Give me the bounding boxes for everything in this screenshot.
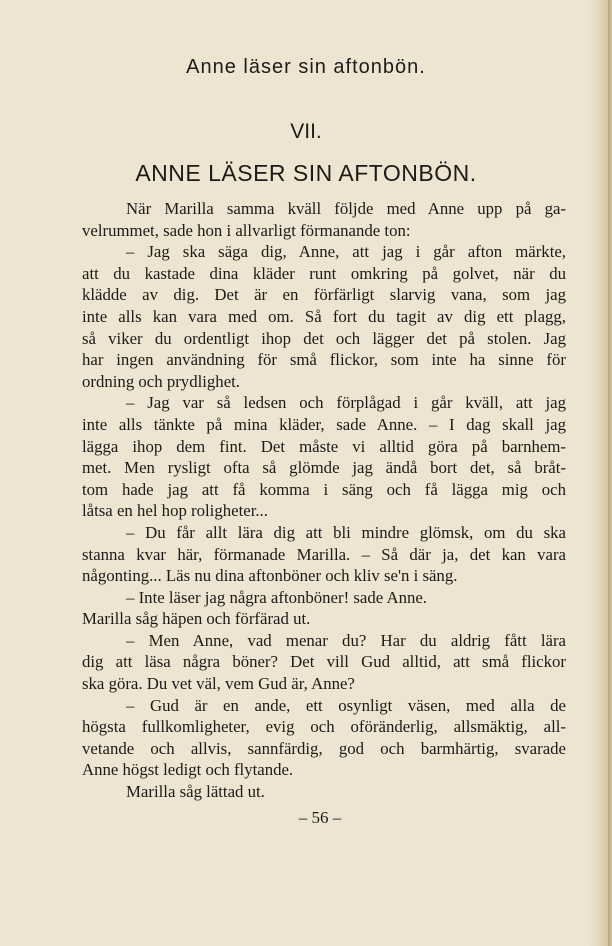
text-line: så viker du ordentligt ihop det och lägger det på stolen. Jag (82, 328, 566, 348)
text-line: – Jag var så ledsen och förplågad i går kväll, att jag (126, 393, 566, 413)
text-line: – Men Anne, vad menar du? Har du aldrig fått lära (126, 630, 566, 650)
text-line: dig att läsa några böner? Det vill Gud alltid, att små flickor (82, 652, 566, 672)
text-line: – Du får allt lära dig att bli mindre glömsk, om du ska (126, 522, 566, 542)
text-line: – Inte läser jag några aftonböner! sade Anne. (126, 587, 428, 607)
text-line: inte alls tänkte på mina kläder, sade Anne. – I dag skall jag (82, 414, 566, 434)
text-line: lägga ihop dem fint. Det måste vi alltid göra på barnhem- (82, 436, 566, 456)
text-line: att du kastade dina kläder runt omkring på golvet, när du (82, 263, 566, 283)
text-line: met. Men rysligt ofta så glömde jag ändå bort det, så bråt- (82, 458, 566, 478)
page-number: – 56 – (298, 808, 342, 827)
text-line: stanna kvar här, förmanade Marilla. – Så där ja, det kan vara (82, 544, 566, 564)
text-line: Marilla såg lättad ut. (126, 782, 265, 802)
text-line: – Gud är en ande, ett osynligt väsen, med alla de (126, 695, 566, 715)
text-line: har ingen användning för små flickor, som inte ha sinne för (82, 350, 566, 370)
text-line: När Marilla samma kväll följde med Anne upp på ga- (126, 199, 566, 218)
text-line: ska göra. Du vet väl, vem Gud är, Anne? (82, 674, 355, 694)
text-line: ordning och prydlighet. (82, 371, 240, 391)
text-line: inte alls kan vara med om. Så fort du tagit av dig ett plagg, (82, 306, 566, 326)
text-line: Marilla såg häpen och förfärad ut. (82, 609, 311, 629)
text-line: tom hade jag att få komma i säng och få lägga mig och (82, 479, 566, 499)
text-line: – Jag ska säga dig, Anne, att jag i går afton märkte, (126, 242, 566, 262)
text-line: låtsa en hel hop roligheter... (82, 501, 268, 521)
text-line: Anne högst ledigt och flytande. (82, 760, 294, 780)
chapter-title: ANNE LÄSER SIN AFTONBÖN. (135, 160, 477, 186)
chapter-number: VII. (290, 120, 322, 143)
text-line: högsta fullkomligheter, evig och oföränderlig, allsmäktig, all- (82, 717, 566, 737)
text-line: någonting... Läs nu dina aftonböner och kliv se'n i säng. (82, 566, 458, 586)
body-text (82, 198, 566, 803)
running-head: Anne läser sin aftonbön. (186, 56, 426, 78)
text-line: klädde av dig. Det är en förfärligt slarvig vana, som jag (82, 285, 566, 305)
text-line: vetande och allvis, sannfärdig, god och barmhärtig, svarade (82, 738, 566, 758)
text-line: velrummet, sade hon i allvarligt förmanande ton: (82, 220, 411, 240)
